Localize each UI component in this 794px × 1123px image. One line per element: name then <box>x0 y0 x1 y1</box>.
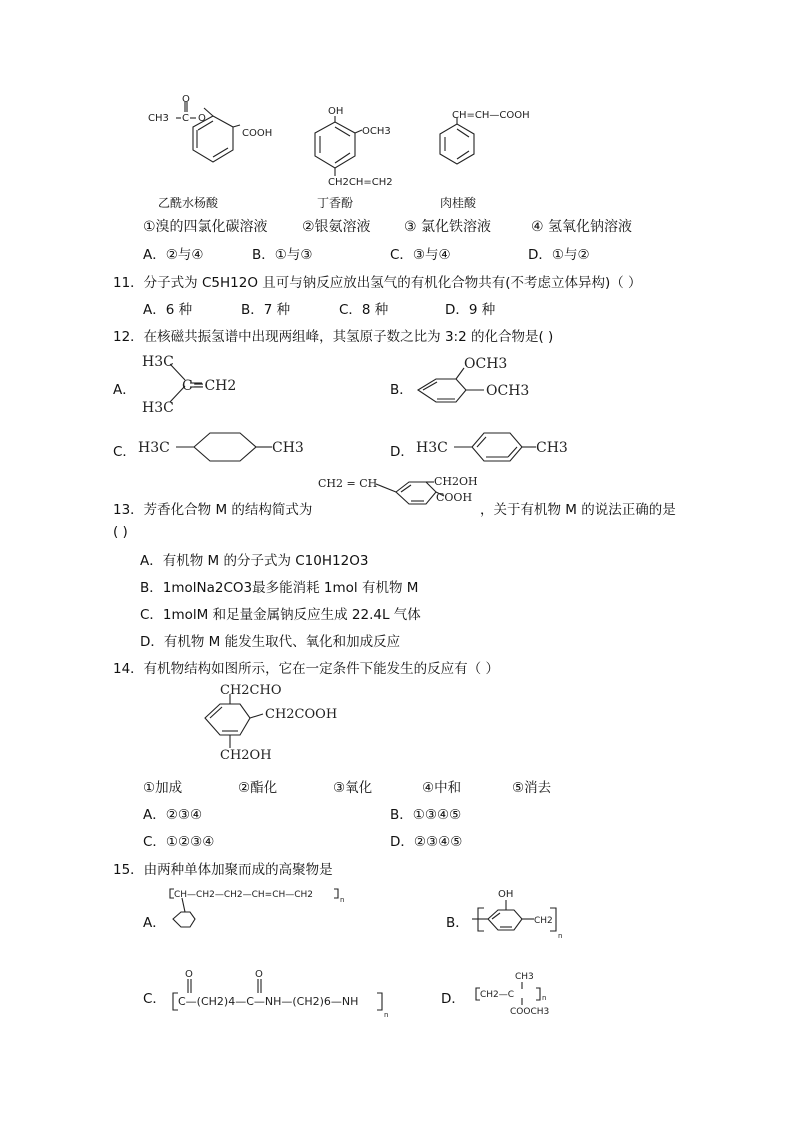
cooh-label: COOH <box>242 128 273 139</box>
acetyl-ch3-label: CH3 <box>148 113 169 124</box>
q15-label-b[interactable]: B． <box>446 915 469 931</box>
m-vinyl-label: CH2 = CH <box>318 477 378 490</box>
q14-stem: 14．有机物结构如图所示，它在一定条件下能发生的反应有（ ） <box>113 661 499 677</box>
reagent-4: ④ 氢氧化钠溶液 <box>531 219 633 235</box>
acetylsalicylic-acid-structure <box>140 90 280 170</box>
q15-stem: 15．由两种单体加聚而成的高聚物是 <box>113 862 333 878</box>
polymer-b-ch2: CH2 <box>534 916 553 926</box>
och3-top-label: OCH3 <box>464 356 508 372</box>
reaction-5: ⑤消去 <box>512 780 552 796</box>
polymer-b-structure <box>470 888 580 948</box>
q13-option-b[interactable]: B．1molNa2CO3最多能消耗 1mol 有机物 M <box>140 580 419 596</box>
reaction-3: ③氧化 <box>333 780 373 796</box>
polymer-c-structure <box>170 965 400 1020</box>
c-h3c-label: H3C <box>138 440 170 456</box>
cinnamic-acid-structure <box>435 108 565 168</box>
carbonyl-o-2: O <box>255 969 263 980</box>
compound-m-structure <box>316 470 486 520</box>
q10-option-b[interactable]: B．①与③ <box>252 247 313 263</box>
carbonyl-o-label: O <box>182 94 190 105</box>
reagent-1: ①溴的四氯化碳溶液 <box>143 219 268 235</box>
reagent-3: ③ 氯化铁溶液 <box>404 219 492 235</box>
polymer-a-structure <box>168 884 358 944</box>
ch2cooh-label: CH2COOH <box>265 707 338 722</box>
q15-label-c[interactable]: C． <box>143 991 166 1007</box>
q14-option-d[interactable]: D．②③④⑤ <box>390 834 463 850</box>
q14-option-c[interactable]: C．①②③④ <box>143 834 215 850</box>
carbonyl-o-1: O <box>185 969 193 980</box>
q13-paren: ( ) <box>113 524 128 540</box>
ch2oh-label: CH2OH <box>220 748 272 763</box>
och3-label: OCH3 <box>362 126 391 137</box>
c-ch3-label: CH3 <box>272 440 304 456</box>
q12-label-c[interactable]: C． <box>113 444 136 460</box>
ch2cho-label: CH2CHO <box>220 683 282 698</box>
q12-label-d[interactable]: D． <box>390 444 414 460</box>
q13-stem-left: 13．芳香化合物 M 的结构简式为 <box>113 502 313 518</box>
eugenol-structure <box>300 108 410 188</box>
polymer-d-n: n <box>542 994 547 1002</box>
polymer-d-ester: COOCH3 <box>510 1007 550 1017</box>
q10-option-a[interactable]: A．②与④ <box>143 247 204 263</box>
acetyl-c-label: C <box>182 113 189 124</box>
compound-name-1: 乙酰水杨酸 <box>158 196 219 210</box>
q12-label-a[interactable]: A． <box>113 382 136 398</box>
q12-stem: 12．在核磁共振氢谱中出现两组峰，其氢原子数之比为 3:2 的化合物是( ) <box>113 329 554 345</box>
h3c-top-label: H3C <box>142 354 174 370</box>
q13-option-a[interactable]: A．有机物 M 的分子式为 C10H12O3 <box>140 553 369 569</box>
polymer-a-chain: CH—CH2—CH2—CH=CH—CH2 <box>174 890 314 900</box>
vinyl-acid-label: CH=CH—COOH <box>452 110 530 121</box>
q11-stem: 11．分子式为 C5H12O 且可与钠反应放出氢气的有机化合物共有(不考虑立体异构)（ ） <box>113 275 642 291</box>
oh-label: OH <box>328 106 344 117</box>
ester-o-label: O <box>198 113 206 124</box>
polymer-a-n: n <box>340 896 345 904</box>
q13-option-d[interactable]: D．有机物 M 能发生取代、氧化和加成反应 <box>140 634 401 650</box>
q13-option-c[interactable]: C．1molM 和足量金属钠反应生成 22.4L 气体 <box>140 607 421 623</box>
reaction-1: ①加成 <box>143 780 183 796</box>
c-ch2-label: C=CH2 <box>182 378 237 394</box>
polymer-d-structure <box>470 962 580 1022</box>
m-ch2oh-label: CH2OH <box>434 475 478 488</box>
d-h3c-label: H3C <box>416 440 448 456</box>
polymer-b-oh: OH <box>498 889 514 900</box>
polymer-b-n: n <box>558 932 563 940</box>
polymer-d-chain: CH2—C <box>480 990 515 1000</box>
q10-option-d[interactable]: D．①与② <box>528 247 590 263</box>
q11-option-c[interactable]: C．8 种 <box>339 302 389 318</box>
reaction-4: ④中和 <box>422 780 462 796</box>
q10-option-c[interactable]: C．③与④ <box>390 247 451 263</box>
reaction-2: ②酯化 <box>238 780 278 796</box>
q13-stem-right: ，关于有机物 M 的说法正确的是 <box>480 502 676 518</box>
q12-label-b[interactable]: B． <box>390 382 413 398</box>
dimethoxybenzene-structure <box>410 350 550 415</box>
compound-name-3: 肉桂酸 <box>440 196 477 210</box>
dimethylcyclohexane-structure <box>136 428 316 464</box>
och3-right-label: OCH3 <box>486 383 530 399</box>
q14-option-a[interactable]: A．②③④ <box>143 807 203 823</box>
reagent-2: ②银氨溶液 <box>302 219 371 235</box>
q14-option-b[interactable]: B．①③④⑤ <box>390 807 462 823</box>
q11-option-b[interactable]: B．7 种 <box>241 302 291 318</box>
p-xylene-structure <box>414 428 584 464</box>
q15-label-a[interactable]: A． <box>143 915 166 931</box>
polymer-c-chain: C—(CH2)4—C—NH—(CH2)6—NH <box>178 995 359 1008</box>
q11-option-d[interactable]: D．9 种 <box>445 302 496 318</box>
d-ch3-label: CH3 <box>536 440 568 456</box>
q11-option-a[interactable]: A．6 种 <box>143 302 193 318</box>
isobutene-structure <box>140 350 260 420</box>
m-cooh-label: COOH <box>436 491 473 504</box>
h3c-bottom-label: H3C <box>142 400 174 416</box>
polymer-d-ch3: CH3 <box>515 972 534 982</box>
q14-structure <box>195 680 385 765</box>
q15-label-d[interactable]: D． <box>441 991 465 1007</box>
polymer-c-n: n <box>384 1011 389 1019</box>
allyl-label: CH2CH=CH2 <box>328 177 393 188</box>
compound-name-2: 丁香酚 <box>317 196 354 210</box>
